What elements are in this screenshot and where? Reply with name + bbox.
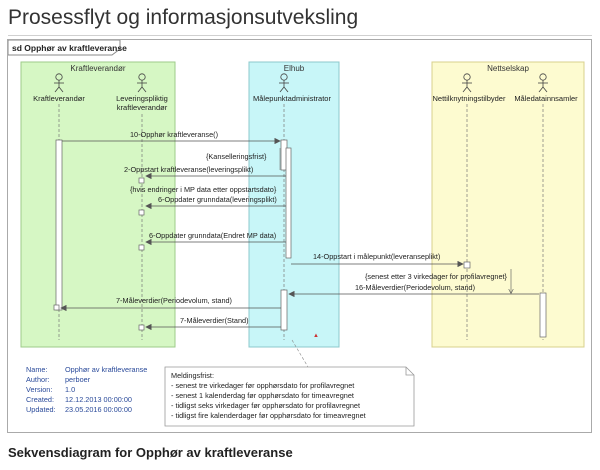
activation-kraftleverandor (56, 140, 62, 310)
lane-title-kraftleverandor: Kraftleverandør (70, 64, 126, 73)
message-label-3: 2-Oppstart kraftleveranse(leveringsplikt) (124, 165, 254, 174)
actor-label-malepunktadministrator: Målepunktadministrator (253, 94, 331, 103)
diagram-caption: Sekvensdiagram for Opphør av kraftleveranse (8, 445, 293, 460)
note-title: Meldingsfrist: (171, 371, 214, 380)
meta-value-name: Opphør av kraftleveranse (65, 365, 148, 374)
message-label-7: 14-Oppstart i målepunkt(leveranseplikt) (313, 252, 441, 261)
frame-label: sd Opphør av kraftleveranse (12, 43, 127, 53)
meta-key-name: Name: (26, 365, 48, 374)
lane-elhub (249, 62, 339, 347)
meta-value-updated: 23.05.2016 00:00:00 (65, 405, 132, 414)
message-label-1: 10-Opphør kraftleveranse() (130, 130, 219, 139)
message-label-6: 6-Oppdater grunndata(Endret MP data) (149, 231, 277, 240)
actor-label-leveringspliktig-2: kraftleverandør (116, 103, 168, 112)
actor-label-maledatainnsamler: Måledatainnsamler (514, 94, 578, 103)
diagram-frame (7, 39, 592, 433)
activation-lev-2 (139, 210, 144, 215)
meta-value-author: perboer (65, 375, 91, 384)
activation-lev-4 (139, 325, 144, 330)
activation-lev-3 (139, 245, 144, 250)
activation-kl-2 (54, 305, 59, 310)
page-title: Prosessflyt og informasjonsutveksling (8, 6, 359, 29)
message-label-4: {hvis endringer i MP data etter oppstartsdato} (130, 185, 277, 194)
meta-key-created: Created: (26, 395, 54, 404)
message-label-8: {senest etter 3 virkedager for profilavregnet} (365, 272, 507, 281)
sequence-diagram (8, 40, 591, 432)
activation-lev-1 (139, 178, 144, 183)
actor-label-nettilknytningstilbyder: Nettilknytningstilbyder (432, 94, 506, 103)
lane-title-nettselskap: Nettselskap (487, 64, 529, 73)
activation-ntb (464, 262, 470, 268)
note-line-2: - senest 1 kalenderdag før opphørsdato for timeavregnet (171, 391, 354, 400)
note-line-3: - tidligst seks virkedager før opphørsdato for profilavregnet (171, 401, 360, 410)
meta-value-created: 12.12.2013 00:00:00 (65, 395, 132, 404)
note-line-1: - senest tre virkedager før opphørsdato for profilavregnet (171, 381, 355, 390)
message-label-10: 7-Måleverdier(Periodevolum, stand) (116, 296, 232, 305)
message-label-2: {Kanselleringsfrist} (206, 152, 267, 161)
activation-mpa-2 (286, 148, 291, 258)
meta-key-updated: Updated: (26, 405, 56, 414)
title-divider (8, 35, 592, 36)
meta-key-version: Version: (26, 385, 53, 394)
message-label-9: 16-Måleverdier(Periodevolum, stand) (355, 283, 476, 292)
actor-label-kraftleverandor: Kraftleverandør (33, 94, 85, 103)
message-label-5: 6-Oppdater grunndata(leveringsplikt) (158, 195, 277, 204)
activation-mpa-3 (281, 290, 287, 330)
diagram-metadata (26, 365, 147, 414)
note-line-4: - tidligst fire kalenderdager før opphørsdato for timeavregnet (171, 411, 366, 420)
lane-title-elhub: Elhub (283, 64, 305, 73)
small-marker: ▲ (313, 333, 319, 339)
activation-mdi (540, 293, 546, 337)
meta-key-author: Author: (26, 375, 50, 384)
meta-value-version: 1.0 (65, 385, 76, 394)
actor-label-leveringspliktig-1: Leveringspliktig (116, 94, 168, 103)
lane-nettselskap (432, 62, 584, 347)
message-label-11: 7-Måleverdier(Stand) (180, 316, 249, 325)
